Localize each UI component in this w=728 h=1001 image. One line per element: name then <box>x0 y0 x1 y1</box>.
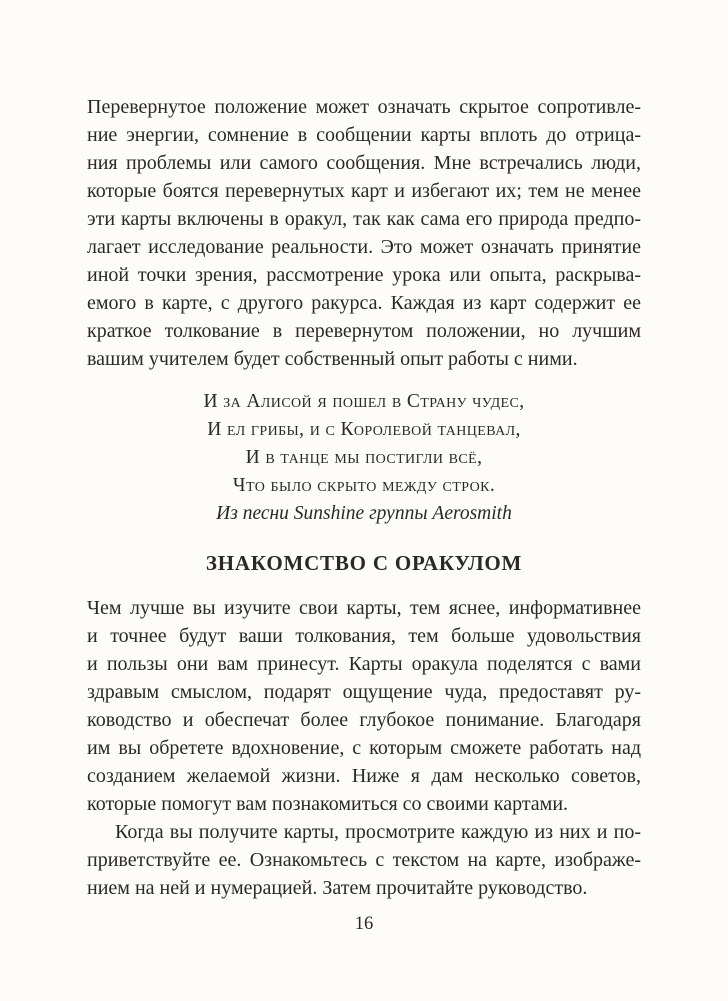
verse-quote <box>87 388 641 500</box>
text-line: которые помогут вам познакомиться со своими картами. <box>87 793 569 815</box>
text-line: лагает исследование реальности. Это может означать принятие <box>87 236 641 258</box>
text-line: Чем лучше вы изучите свои карты, тем яснее, информативнее <box>87 597 641 619</box>
text-line: емого в карте, с другого ракурса. Каждая из карт содержит ее <box>87 292 641 314</box>
verse-line: Что было скрыто между строк. <box>232 475 496 496</box>
closing-paragraph <box>87 818 641 902</box>
verse-line: И в танце мы постигли всё, <box>245 447 483 468</box>
text-line: краткое толкование в перевернутом положении, но лучшим <box>87 320 641 342</box>
text-line: приветствуйте ее. Ознакомьтесь с текстом на карте, изображе- <box>87 849 641 871</box>
verse-attribution: Из песни Sunshine группы Aerosmith <box>216 503 512 524</box>
text-line: иной точки зрения, рассмотрение урока или опыта, раскрыва- <box>87 264 641 286</box>
text-line: им вы обретете вдохновение, с которым сможете работать над <box>87 737 641 759</box>
verse-line: И за Алисой я пошел в Страну чудес, <box>203 391 525 412</box>
text-line: вашим учителем будет собственный опыт работы с ними. <box>87 348 578 370</box>
text-line: здравым смыслом, подарят ощущение чуда, предоставят ру- <box>87 681 641 703</box>
text-line: ние энергии, сомнение в сообщении карты вплоть до отрица- <box>87 124 641 146</box>
text-line: нием на ней и нумерацией. Затем прочитайте руководство. <box>87 877 588 899</box>
text-line: эти карты включены в оракул, так как сама его природа предпо- <box>87 208 641 230</box>
section-paragraph <box>87 594 641 818</box>
book-page <box>87 0 641 938</box>
text-line: которые боятся перевернутых карт и избегают их; тем не менее <box>87 180 641 202</box>
text-line: и точнее будут ваши толкования, тем больше удовольствия <box>87 625 641 647</box>
verse-line: И ел грибы, и с Королевой танцевал, <box>207 419 521 440</box>
text-line: созданием желаемой жизни. Ниже я дам несколько советов, <box>87 765 641 787</box>
text-line: Перевернутое положение может означать скрытое сопротивле- <box>87 96 641 118</box>
intro-paragraph <box>87 93 641 373</box>
page-number: 16 <box>354 914 374 934</box>
text-line: и пользы они вам принесут. Карты оракула поделятся с вами <box>87 653 641 675</box>
text-line: ния проблемы или самого сообщения. Мне встречались люди, <box>87 152 641 174</box>
text-line: Когда вы получите карты, просмотрите каждую из них и по- <box>115 821 641 843</box>
text-line: ководство и обеспечат более глубокое понимание. Благодаря <box>87 709 641 731</box>
section-heading: ЗНАКОМСТВО С ОРАКУЛОМ <box>205 551 523 575</box>
